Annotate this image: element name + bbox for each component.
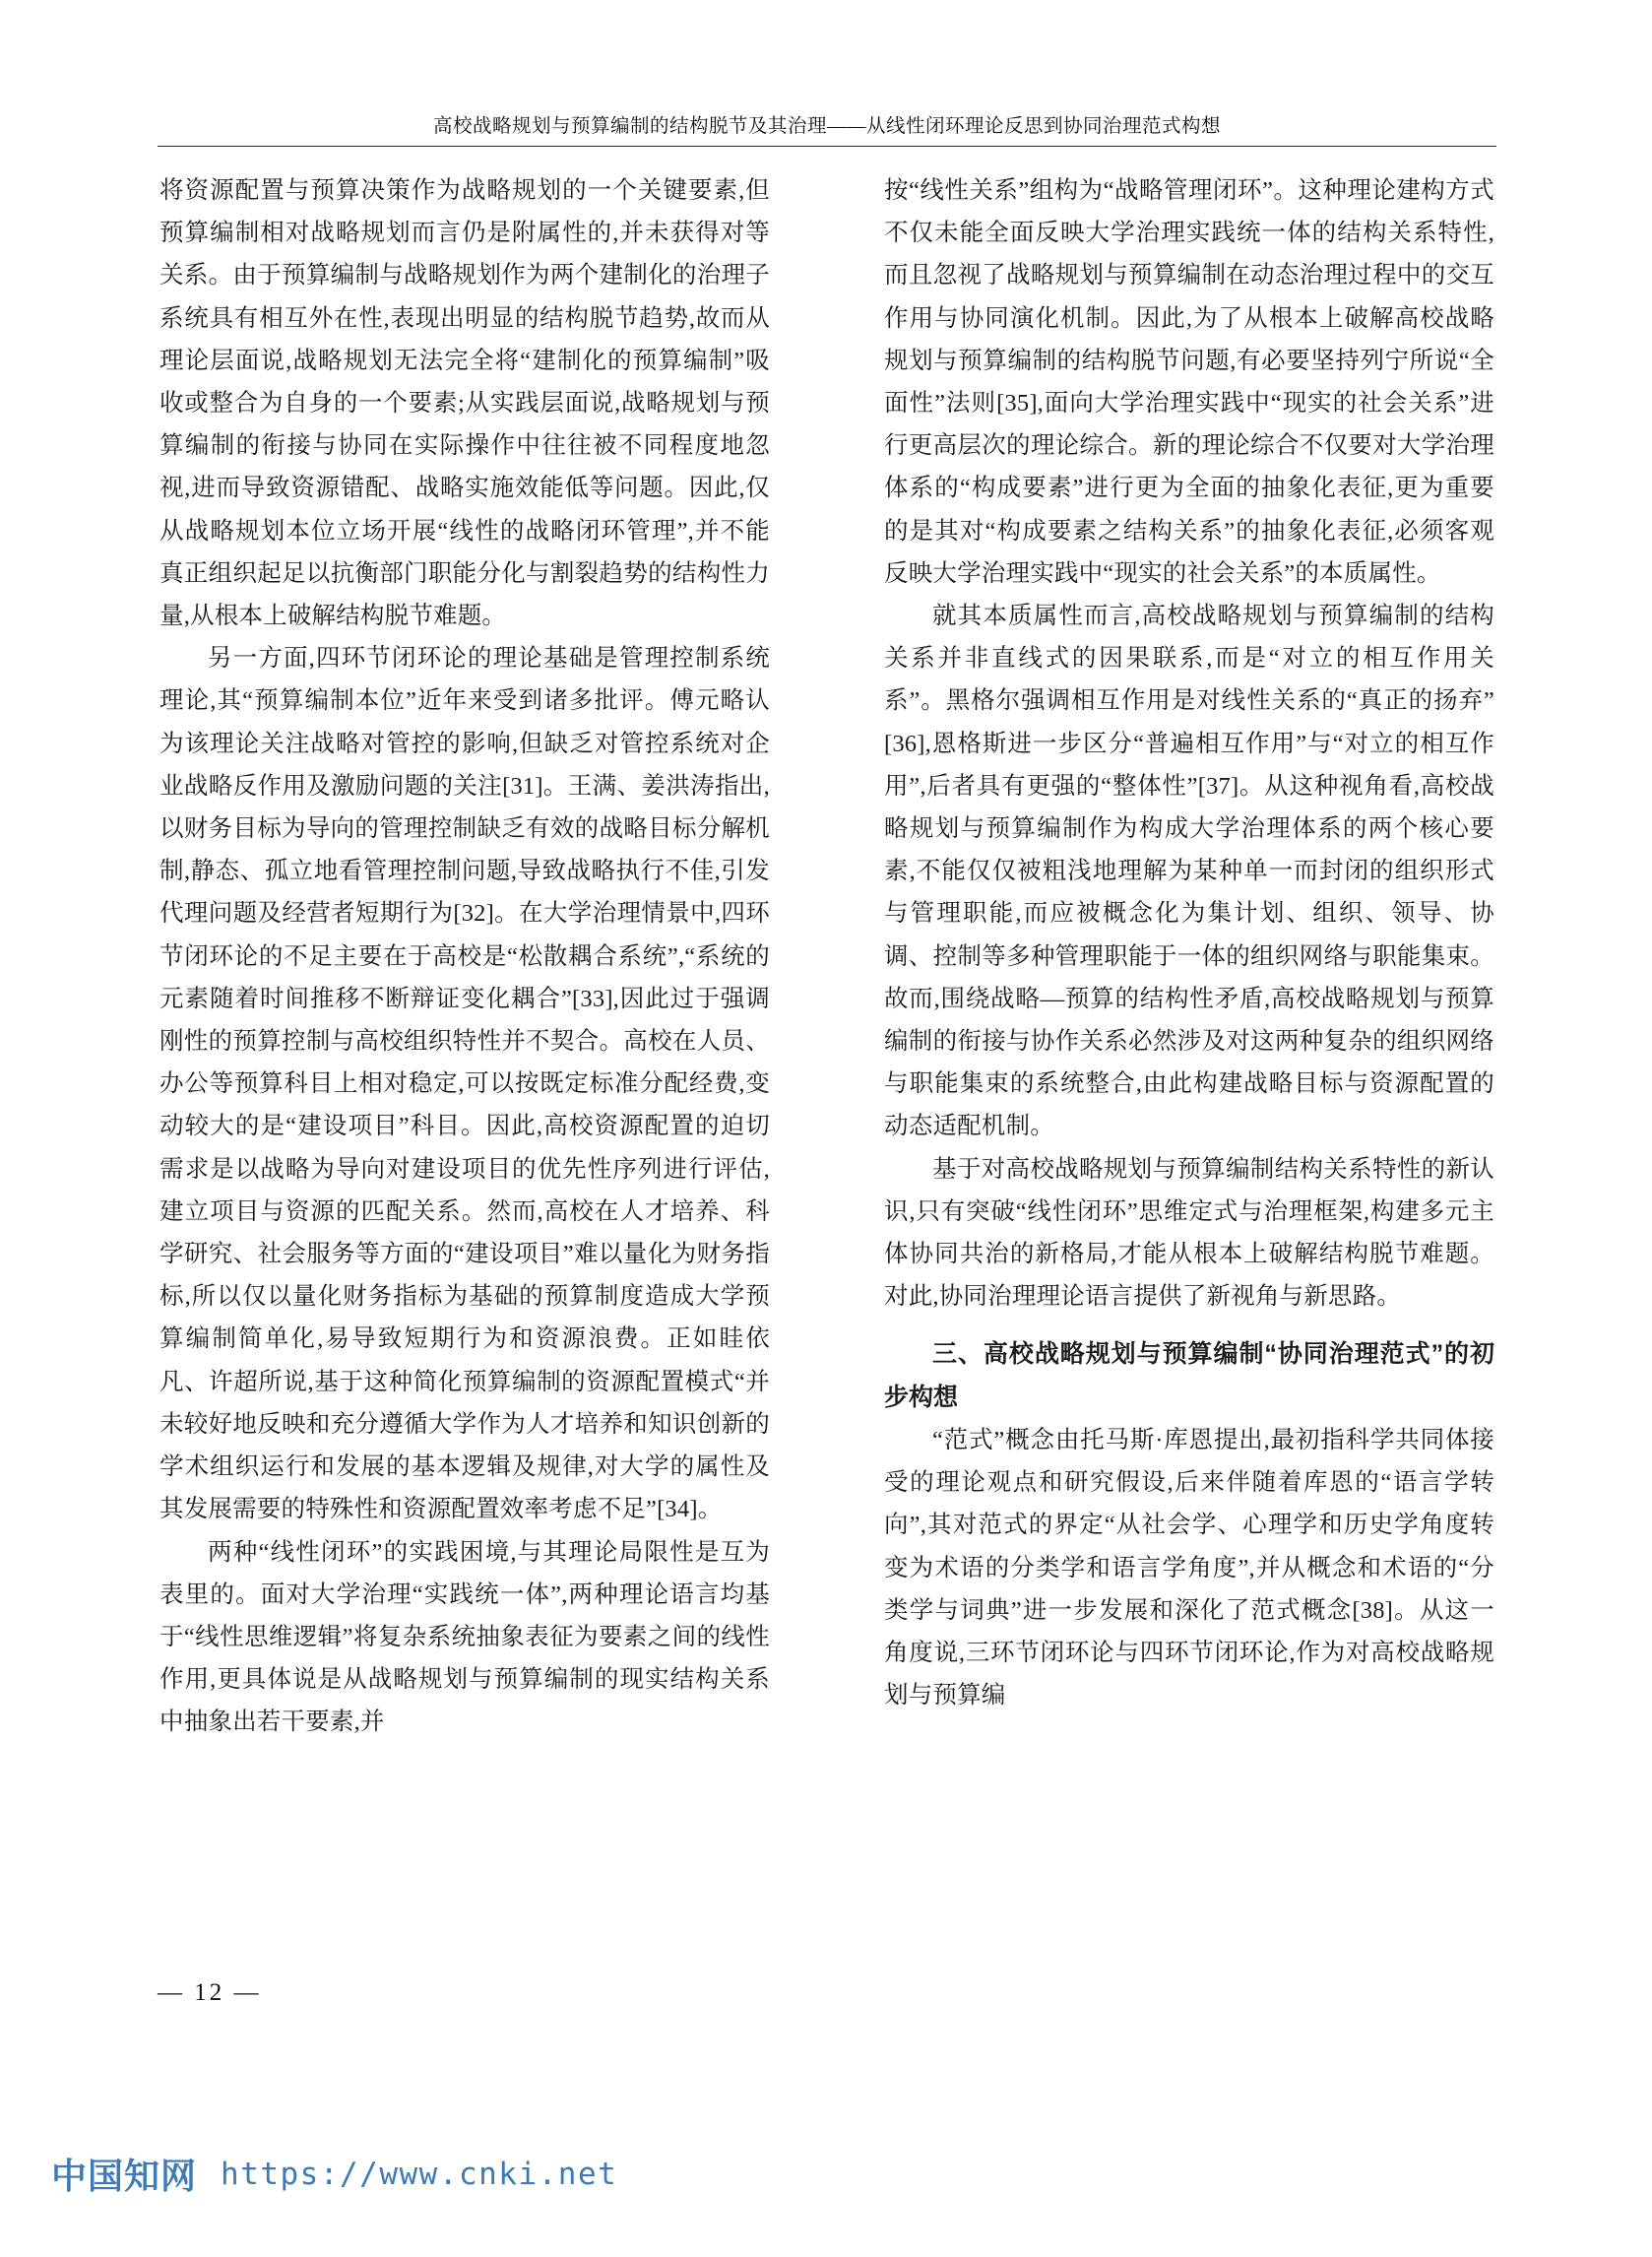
running-head-rule [158,146,1496,147]
paragraph: 两种“线性闭环”的实践困境,与其理论局限性是互为表里的。面对大学治理“实践统一体”,两种理论语言均基于“线性思维逻辑”将复杂系统抽象表征为要素之间的线性作用,更具体说是从战略规划与预算编制的现实结构关系中抽象出若干要素,并 [159,1538,770,1736]
paragraph: “范式”概念由托马斯·库恩提出,最初指科学共同体接受的理论观点和研究假设,后来伴随着库恩的“语言学转向”,其对范式的界定“从社会学、心理学和历史学角度转变为术语的分类学和语言学角度”,并从概念和术语的“分类学与词典”进一步发展和深化了范式概念[38]。从这一角度说,三环节闭环论与四环节闭环论,作为对高校战略规划与预算编 [884,1426,1494,1709]
cnki-url: https://www.cnki.net [221,2156,618,2192]
section-heading: 三、高校战略规划与预算编制“协同治理范式”的初步构想 [884,1340,1494,1411]
paragraph: 将资源配置与预算决策作为战略规划的一个关键要素,但预算编制相对战略规划而言仍是附属性的,并未获得对等关系。由于预算编制与战略规划作为两个建制化的治理子系统具有相互外在性,表现出明显的结构脱节趋势,故而从理论层面说,战略规划无法完全将“建制化的预算编制”吸收或整合为自身的一个要素;从实践层面说,战略规划与预算编制的衔接与协同在实际操作中往往被不同程度地忽视,进而导致资源错配、战略实施效能低等问题。因此,仅从战略规划本位立场开展“线性的战略闭环管理”,并不能真正组织起足以抗衡部门职能分化与割裂趋势的结构性力量,从根本上破解结构脱节难题。 [159,177,770,630]
page-number: — 12 — [158,1979,262,2006]
left-column [159,169,770,1952]
body-columns [159,169,1494,1952]
cnki-watermark [51,2149,617,2199]
right-column [884,169,1494,1952]
paragraph: 基于对高校战略规划与预算编制结构关系特性的新认识,只有突破“线性闭环”思维定式与治理框架,构建多元主体协同共治的新格局,才能从根本上破解结构脱节难题。对此,协同治理理论语言提供了新视角与新思路。 [884,1155,1494,1311]
paragraph: 就其本质属性而言,高校战略规划与预算编制的结构关系并非直线式的因果联系,而是“对立的相互作用关系”。黑格尔强调相互作用是对线性关系的“真正的扬弃”[36],恩格斯进一步区分“普遍相互作用”与“对立的相互作用”,后者具有更强的“整体性”[37]。从这种视角看,高校战略规划与预算编制作为构成大学治理体系的两个核心要素,不能仅仅被粗浅地理解为某种单一而封闭的组织形式与管理职能,而应被概念化为集计划、组织、领导、协调、控制等多种管理职能于一体的组织网络与职能集束。故而,围绕战略—预算的结构性矛盾,高校战略规划与预算编制的衔接与协作关系必然涉及对这两种复杂的组织网络与职能集束的系统整合,由此构建战略目标与资源配置的动态适配机制。 [884,603,1494,1140]
running-head: 高校战略规划与预算编制的结构脱节及其治理——从线性闭环理论反思到协同治理范式构想 [432,116,1221,137]
paragraph: 另一方面,四环节闭环论的理论基础是管理控制系统理论,其“预算编制本位”近年来受到诸多批评。傅元略认为该理论关注战略对管控的影响,但缺乏对管控系统对企业战略反作用及激励问题的关注[31]。王满、姜洪涛指出,以财务目标为导向的管理控制缺乏有效的战略目标分解机制,静态、孤立地看管理控制问题,导致战略执行不佳,引发代理问题及经营者短期行为[32]。在大学治理情景中,四环节闭环论的不足主要在于高校是“松散耦合系统”,“系统的元素随着时间推移不断辩证变化耦合”[33],因此过于强调刚性的预算控制与高校组织特性并不契合。高校在人员、办公等预算科目上相对稳定,可以按既定标准分配经费,变动较大的是“建设项目”科目。因此,高校资源配置的迫切需求是以战略为导向对建设项目的优先性序列进行评估,建立项目与资源的匹配关系。然而,高校在人才培养、科学研究、社会服务等方面的“建设项目”难以量化为财务指标,所以仅以量化财务指标为基础的预算制度造成大学预算编制简单化,易导致短期行为和资源浪费。正如眭依凡、许超所说,基于这种简化预算编制的资源配置模式“并未较好地反映和充分遵循大学作为人才培养和知识创新的学术组织运行和发展的基本逻辑及规律,对大学的属性及其发展需要的特殊性和资源配置效率考虑不足”[34]。 [159,645,770,1523]
paragraph: 按“线性关系”组构为“战略管理闭环”。这种理论建构方式不仅未能全面反映大学治理实践统一体的结构关系特性,而且忽视了战略规划与预算编制在动态治理过程中的交互作用与协同演化机制。因此,为了从根本上破解高校战略规划与预算编制的结构脱节问题,有必要坚持列宁所说“全面性”法则[35],面向大学治理实践中“现实的社会关系”进行更高层次的理论综合。新的理论综合不仅要对大学治理体系的“构成要素”进行更为全面的抽象化表征,更为重要的是其对“构成要素之结构关系”的抽象化表征,必须客观反映大学治理实践中“现实的社会关系”的本质属性。 [884,177,1494,587]
cnki-logo-text: 中国知网 [51,2157,198,2197]
